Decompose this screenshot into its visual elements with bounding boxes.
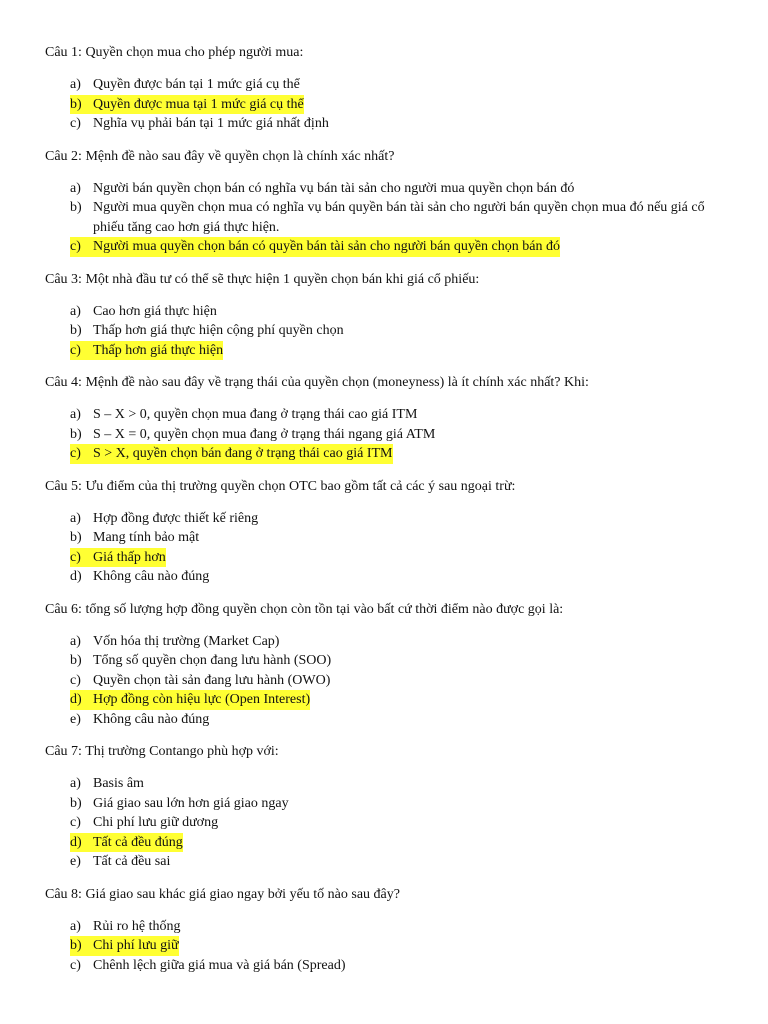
answer-marker: d) [70, 833, 93, 853]
question-text: Câu 8: Giá giao sau khác giá giao ngay bởi yếu tố nào sau đây? [45, 886, 400, 902]
answer-marker: e) [70, 711, 81, 727]
answer-text: Giá thấp hơn [93, 548, 166, 568]
question-6 [45, 600, 728, 730]
answer-option [45, 671, 728, 691]
answer-option [45, 509, 728, 529]
answer-text: Quyền được bán tại 1 mức giá cụ thể [93, 77, 300, 92]
answer-marker: c) [70, 116, 81, 131]
answer-list [45, 75, 728, 134]
answer-marker: b) [70, 936, 93, 956]
answer-marker: a) [70, 633, 81, 649]
answer-marker: c) [70, 957, 81, 973]
answer-list [45, 302, 728, 361]
answer-text: Vốn hóa thị trường (Market Cap) [93, 633, 280, 649]
answer-option-highlighted [45, 833, 728, 853]
question-1 [45, 43, 728, 134]
answer-option-highlighted [45, 237, 728, 257]
answer-marker: c) [70, 548, 93, 568]
question-5 [45, 477, 728, 587]
answer-marker: b) [70, 95, 93, 115]
question-text: Câu 6: tổng số lượng hợp đồng quyền chọn còn tồn tại vào bất cứ thời điểm nào được gọi là: [45, 601, 564, 617]
question-3 [45, 270, 728, 361]
answer-marker: a) [70, 77, 81, 92]
answer-marker: e) [70, 854, 81, 869]
answer-option [45, 425, 728, 445]
answer-marker: d) [70, 690, 93, 710]
answer-text: S – X > 0, quyền chọn mua đang ở trạng thái cao giá ITM [93, 407, 418, 422]
question-text: Câu 4: Mệnh đề nào sau đây về trạng thái của quyền chọn (moneyness) là ít chính xác nhất? Khi: [45, 375, 589, 390]
answer-marker: b) [70, 323, 82, 338]
question-text: Câu 2: Mệnh đề nào sau đây về quyền chọn là chính xác nhất? [45, 148, 395, 164]
answer-marker: a) [70, 918, 81, 934]
answer-text: Người mua quyền chọn mua có nghĩa vụ bán quyền bán tài sản cho người bán quyền chọn mua đó nếu giá cổ phiếu tăng cao hơn giá thực hiện. [93, 200, 705, 235]
answer-list [45, 179, 728, 257]
answer-text: Quyền chọn tài sản đang lưu hành (OWO) [93, 672, 331, 688]
answer-marker: a) [70, 407, 81, 422]
answer-text: Người mua quyền chọn bán có quyền bán tài sản cho người bán quyền chọn bán đó [93, 237, 560, 257]
question-text: Câu 1: Quyền chọn mua cho phép người mua: [45, 45, 304, 60]
answer-text: Rủi ro hệ thống [93, 918, 181, 934]
answer-marker: c) [70, 672, 81, 688]
answer-option [45, 321, 728, 341]
answer-text: Tất cả đều đúng [93, 833, 183, 853]
answer-option-highlighted [45, 548, 728, 568]
answer-option [45, 651, 728, 671]
answer-list [45, 917, 728, 976]
answer-option [45, 710, 728, 730]
answer-list [45, 509, 728, 587]
question-text: Câu 3: Một nhà đầu tư có thể sẽ thực hiện 1 quyền chọn bán khi giá cổ phiếu: [45, 271, 480, 287]
answer-marker: b) [70, 795, 82, 811]
answer-text: Chênh lệch giữa giá mua và giá bán (Spread) [93, 957, 346, 973]
question-text: Câu 5: Ưu điểm của thị trường quyền chọn OTC bao gồm tất cả các ý sau ngoại trừ: [45, 478, 516, 494]
answer-marker: b) [70, 426, 82, 442]
answer-text: Mang tính bảo mật [93, 530, 200, 545]
answer-marker: a) [70, 180, 81, 196]
answer-option [45, 179, 728, 199]
answer-option-highlighted [45, 936, 728, 956]
answer-marker: c) [70, 341, 93, 361]
answer-marker: b) [70, 530, 82, 545]
question-4 [45, 373, 728, 464]
answer-marker: a) [70, 303, 81, 319]
answer-option [45, 405, 728, 425]
answer-option [45, 75, 728, 95]
answer-text: Thấp hơn giá thực hiện [93, 341, 223, 361]
answer-text: Chi phí lưu giữ dương [93, 815, 219, 830]
answer-marker: b) [70, 653, 82, 668]
answer-option-highlighted [45, 95, 728, 115]
answer-text: Tất cả đều sai [93, 854, 171, 869]
answer-text: Giá giao sau lớn hơn giá giao ngay [93, 795, 289, 811]
answer-list [45, 405, 728, 464]
answer-list [45, 774, 728, 872]
answer-list [45, 632, 728, 730]
answer-marker: b) [70, 200, 82, 215]
answer-option-highlighted [45, 341, 728, 361]
answer-text: Cao hơn giá thực hiện [93, 303, 217, 319]
answer-text: Thấp hơn giá thực hiện cộng phí quyền chọn [93, 323, 344, 338]
question-2 [45, 147, 728, 257]
answer-text: Hợp đồng được thiết kế riêng [93, 510, 259, 526]
answer-text: Tổng số quyền chọn đang lưu hành (SOO) [93, 653, 332, 668]
answer-marker: c) [70, 444, 93, 464]
answer-option [45, 567, 728, 587]
answer-text: Chi phí lưu giữ [93, 936, 179, 956]
answer-text: Nghĩa vụ phải bán tại 1 mức giá nhất định [93, 116, 329, 131]
answer-text: Quyền được mua tại 1 mức giá cụ thể [93, 95, 304, 115]
question-text: Câu 7: Thị trường Contango phù hợp với: [45, 744, 279, 759]
answer-option [45, 917, 728, 937]
answer-option [45, 794, 728, 814]
answer-text: Không câu nào đúng [93, 711, 210, 727]
answer-option-highlighted [45, 690, 728, 710]
answer-text: S > X, quyền chọn bán đang ở trạng thái cao giá ITM [93, 444, 393, 464]
answer-marker: c) [70, 237, 93, 257]
answer-marker: a) [70, 510, 81, 526]
answer-option [45, 852, 728, 872]
answer-text: Hợp đồng còn hiệu lực (Open Interest) [93, 690, 310, 710]
answer-option-highlighted [45, 444, 728, 464]
question-8 [45, 885, 728, 976]
answer-text: Basis âm [93, 776, 144, 791]
answer-option [45, 956, 728, 976]
answer-option [45, 198, 728, 237]
answer-option [45, 302, 728, 322]
answer-option [45, 774, 728, 794]
answer-option [45, 528, 728, 548]
answer-option [45, 114, 728, 134]
answer-option [45, 632, 728, 652]
answer-marker: a) [70, 776, 81, 791]
answer-option [45, 813, 728, 833]
answer-text: Không câu nào đúng [93, 569, 210, 584]
answer-text: Người bán quyền chọn bán có nghĩa vụ bán tài sản cho người mua quyền chọn bán đó [93, 180, 575, 196]
answer-marker: c) [70, 815, 81, 830]
answer-marker: d) [70, 569, 82, 584]
question-7 [45, 742, 728, 872]
answer-text: S – X = 0, quyền chọn mua đang ở trạng thái ngang giá ATM [93, 426, 436, 442]
